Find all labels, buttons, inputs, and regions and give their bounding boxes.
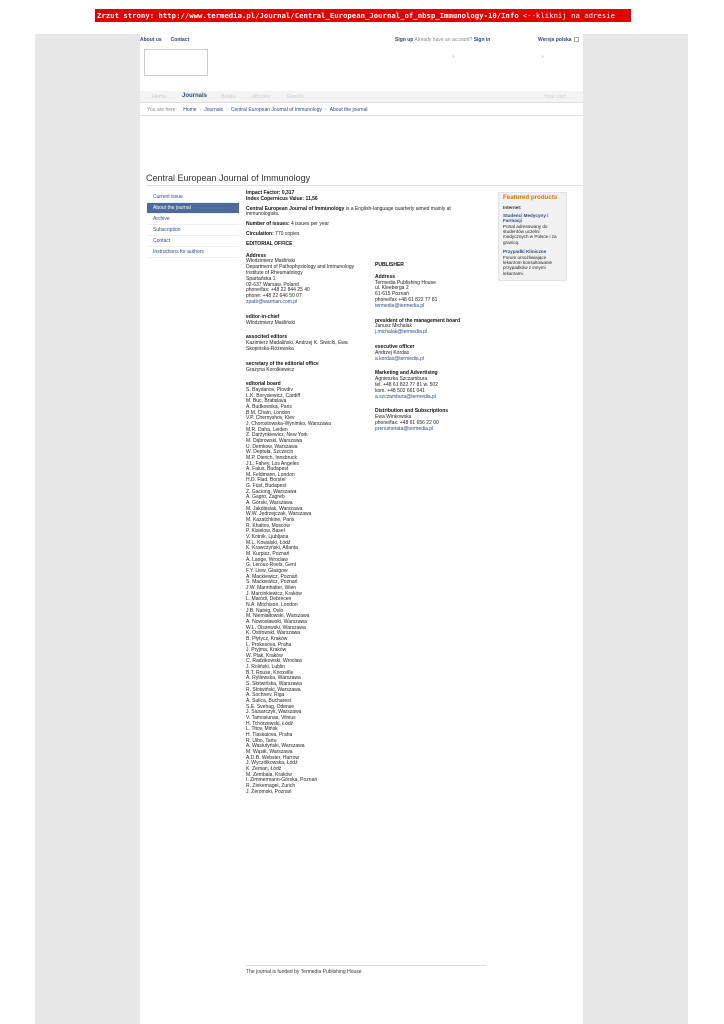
board-member: B. Płytycz, Kraków (246, 635, 288, 642)
board-member: M. Kurpisz, Poznań (246, 551, 290, 558)
chevron-right-icon: › (325, 107, 327, 113)
issues-value: 4 issues per year (289, 221, 330, 228)
publisher-heading: PUBLISHER (375, 262, 404, 268)
board-member: A. Lange, Wrocław (246, 556, 288, 563)
board-member: C. Radzikowski, Wrocław (246, 658, 303, 665)
board-member: V.P. Chernyshov, Kiev (246, 415, 295, 422)
board-member: S. Mackiewicz, Poznań (246, 579, 298, 586)
screenshot-url-banner (95, 9, 631, 22)
board-member: A. Gagro, Zagreb (246, 494, 285, 501)
divider (146, 185, 583, 186)
breadcrumb-current[interactable]: About the journal (329, 107, 368, 113)
board-member: L. Titov, Mińsk (246, 726, 278, 733)
marketing-email-link[interactable]: a.szczambura@termedia.pl (375, 393, 436, 400)
search-marker: » (452, 54, 455, 60)
publisher-address-heading: Address (375, 273, 396, 280)
associate-heading: associted editors (246, 334, 288, 341)
editorial-email-link[interactable]: zpatir@warman.com.pl (246, 298, 298, 305)
sign-in-link[interactable]: Sign in (473, 37, 491, 43)
board-member: L. Maródi, Debrecen (246, 596, 292, 603)
board-member: S. Baydanov, Plovdiv (246, 386, 293, 393)
board-member: F.Y. Liew, Glasgow (246, 567, 288, 574)
featured-title: Featured products (503, 194, 558, 201)
menu-archive[interactable]: Archive (147, 214, 239, 225)
contact-link[interactable]: Contact (170, 37, 190, 43)
board-member: P. Kisielow, Basel (246, 528, 285, 535)
impact-factor: Impact Factor: 0,317 (246, 190, 295, 196)
board-member: H. Tchórzewski, Łódź (246, 720, 294, 727)
board-member: R. Zinkernagel, Zurich (246, 782, 296, 789)
board-member: H.D. Flad, Borstel (246, 477, 286, 484)
board-member: W.L. Olszewski, Warszawa (246, 624, 306, 631)
secretary-name: Grażyna Korolkiewicz (246, 366, 295, 373)
board-member: A. Nowosławski, Warszawa (246, 618, 307, 625)
editorial-phone: phone: +48 22 646 50 07 (246, 293, 302, 300)
marketing-phone: tel. +48 61 822 77 81 w. 502 (375, 381, 438, 388)
publisher-name: Termedia Publishing House (375, 279, 436, 286)
president-email-link[interactable]: j.michalak@termedia.pl (375, 329, 428, 336)
sign-up-link[interactable]: Sign up (395, 37, 414, 43)
menu-current-issue[interactable]: Current issue (147, 192, 239, 203)
nav-journals[interactable]: Journals (182, 93, 208, 99)
login-marker: » (541, 54, 544, 60)
executive-name: Andrzej Kordas (375, 349, 410, 356)
board-member: S. Słotwińska, Warszawa (246, 681, 302, 688)
board-member: J. Marcinkiewicz, Kraków (246, 590, 302, 597)
president-name: Janusz Michalak (375, 323, 412, 330)
board-member: J. Siusarczyk, Warszawa (246, 709, 302, 716)
breadcrumb-journal[interactable]: Central European Journal of Immunology (230, 107, 322, 113)
journal-description: is a English-language quarterly aimed mainly at immunologists. (246, 205, 451, 218)
publisher-phone: phone/fax +48 61 822 77 81 (375, 296, 438, 303)
board-member: M. Kazatchkine, Paris (246, 517, 295, 524)
product-students-desc: Portal adresowany do studentów uczelni medycznych w Polsce i za granicą. (503, 223, 557, 245)
divider (246, 965, 487, 966)
board-member: M. Wąsik, Warszawa (246, 748, 293, 755)
breadcrumb (147, 107, 367, 113)
circulation-value: 770 copies (273, 230, 300, 237)
distribution-phone: phone/fax: +48 61 656 22 00 (375, 419, 439, 426)
editorial-office-heading: EDITORIAL OFFICE (246, 240, 293, 247)
circulation-label: Circulation: (246, 230, 274, 237)
breadcrumb-journals[interactable]: Journals (204, 107, 224, 113)
board-member: Z. Darżynkiewicz, New York (246, 432, 308, 439)
board-member: M. Zembala, Kraków (246, 771, 292, 778)
board-member: M.P. Dierich, Innsbruck (246, 454, 298, 461)
secretary-heading: secretary of the editorial office (246, 360, 319, 367)
board-member: A. Falus, Budapest (246, 466, 289, 473)
board-member: S.E. Svehag, Odense (246, 703, 295, 710)
board-member: K. Zeman, Łódź (246, 765, 282, 772)
publisher-email-link[interactable]: termedia@termedia.pl (375, 302, 425, 309)
board-member: J. Pryjma, Kraków (246, 647, 287, 654)
board-member: A. Sulica, Bucharest (246, 698, 292, 705)
journal-name: Central European Journal of Immunology (246, 205, 345, 212)
board-member: I. Zimmermann-Górska, Poznań (246, 777, 318, 784)
checkbox-icon[interactable] (574, 37, 579, 42)
board-member: U. Demkow, Warszawa (246, 443, 298, 450)
product-students-link[interactable]: Studenci Medycyny i Farmacji (503, 212, 549, 224)
nav-ebooks[interactable]: eBooks (252, 94, 271, 100)
publisher-info (375, 263, 495, 439)
top-links (140, 37, 198, 43)
menu-contact[interactable]: Contact (147, 236, 239, 247)
board-member: B.M. Chain, London (246, 409, 291, 416)
editorial-name: Włodzimierz Maśliński (246, 258, 296, 265)
editorial-address-heading: Address (246, 252, 267, 259)
featured-category: Internet: (503, 205, 522, 211)
board-member: M. Niemiałtowski, Warszawa (246, 613, 310, 620)
editorial-street: Spartańska 1 (246, 275, 276, 282)
board-member: M. Feldmann, London (246, 471, 295, 478)
menu-about-journal[interactable]: About the journal (147, 203, 239, 214)
editorial-department: Department of Pathophysiology and Immunology Institute of Rheumatology (246, 264, 355, 276)
board-member: Z. Gaciong, Warszawa (246, 488, 297, 495)
breadcrumb-home[interactable]: Home (183, 107, 197, 113)
board-member: M. Jakóbisiak, Warszawa (246, 505, 303, 512)
president-heading: president of the management board (375, 317, 461, 324)
editorial-phone-fax: phone/fax: +48 22 844 25 40 (246, 287, 310, 294)
copernicus-value: Index Copernicus Value: 11,56 (246, 195, 318, 202)
board-member: K. Ostrowski, Warszawa (246, 630, 300, 637)
executive-email-link[interactable]: a.kordas@termedia.pl (375, 355, 424, 362)
board-member: B.T. Rouse, Knoxville (246, 669, 294, 676)
board-member: M. Dąbrowski, Warszawa (246, 437, 303, 444)
board-member: L. Prokesova, Praha (246, 641, 292, 648)
board-member: A. Rytlewska, Warszawa (246, 675, 301, 682)
issues-label: Number of issues: (246, 221, 290, 228)
marketing-name: Agnieszka Szczambura (375, 376, 428, 383)
board-member: A. Wasiutyński, Warszawa (246, 743, 305, 750)
product-cases-desc: Forum umożliwiające lekarzom konsultowanie przypadków z innymi lekarzami. (503, 254, 553, 276)
board-member: L.K. Borysiewicz, Cardiff (246, 392, 301, 399)
site-logo[interactable] (144, 49, 208, 76)
board-member: J.L. Fahey, Los Angeles (246, 460, 299, 467)
main-navigation (140, 91, 583, 103)
page-title: Central European Journal of Immunology (146, 173, 311, 183)
chevron-right-icon: › (226, 107, 228, 113)
board-member: J. Chorostowska-Wynimko, Warszawa (246, 420, 332, 427)
board-member: R. Khaitov, Moscow (246, 522, 290, 529)
nav-cart[interactable]: Your cart (544, 94, 566, 100)
board-member: J.B. Natvig, Oslo (246, 607, 284, 614)
board-member: M. Buc, Bratislava (246, 398, 287, 405)
board-member: G. Leroux-Roels, Gent (246, 562, 297, 569)
account-links (395, 37, 490, 43)
board-member: N.A. Mitchison, London (246, 601, 298, 608)
board-member: W.W. Jędrzejczak, Warszawa (246, 511, 312, 518)
board-member: K. Krawczyński, Atlanta (246, 545, 298, 552)
nav-events[interactable]: Events (287, 94, 304, 100)
board-heading: editorial board (246, 381, 281, 388)
publisher-street: ul. Kleeberga 2 (375, 285, 409, 292)
distribution-heading: Distribution and Subscriptions (375, 408, 449, 415)
distribution-name: Ewa Winkowska (375, 414, 412, 421)
board-member: A. Górski, Warszawa (246, 500, 293, 507)
board-member: H. Tlaskalova, Praha (246, 732, 293, 739)
board-member: A.D.B. Webster, Harrow (246, 754, 299, 761)
product-cases-link[interactable]: Przypadki Kliniczne (503, 249, 547, 255)
funding-note: The journal is funded by Termedia Publishing House (246, 969, 362, 975)
menu-instructions[interactable]: Instructions for authors (147, 247, 239, 258)
board-list (246, 388, 358, 795)
board-member: G. Füst, Budapest (246, 483, 287, 490)
board-member: W. Ptak, Kraków (246, 652, 283, 659)
chief-name: Włodzimierz Maśliński (246, 319, 296, 326)
board-member: A. Mackiewicz, Poznań (246, 573, 298, 580)
editorial-city: 02-637 Warsaw, Poland (246, 281, 299, 288)
board-member: R. Słotwiński, Warszawa (246, 686, 301, 693)
featured-products-box (498, 192, 567, 281)
marketing-heading: Marketing and Advertising (375, 370, 438, 377)
board-member: J. Żeromski, Poznań (246, 788, 292, 795)
board-member: W. Deptuła, Szczecin (246, 449, 294, 456)
journal-menu (147, 192, 239, 258)
nav-books[interactable]: Books (221, 94, 237, 100)
associate-names: Kazimierz Madaliński, Andrzej K. Siwicki, Ewa Skopińska-Różewska (246, 340, 348, 352)
distribution-email-link[interactable]: prenumerata@termedia.pl (375, 425, 434, 432)
board-member: V. Tamosiunas, Vilnius (246, 715, 296, 722)
account-prompt: Already have an account? (414, 37, 473, 43)
board-member: A. Sochnev, Riga (246, 692, 285, 699)
board-member: R. Uibo, Tartu (246, 737, 277, 744)
board-member: J.W. Mannhalter, Wien (246, 584, 297, 591)
menu-subscription[interactable]: Subscription (147, 225, 239, 236)
breadcrumb-prefix: You are here: (147, 107, 177, 113)
banner-click-hint[interactable]: <--kliknij na adresie (522, 11, 616, 20)
board-member: J. Roliński, Lublin (246, 664, 285, 671)
chief-heading: editor-in-chief (246, 313, 280, 320)
board-member: M.R. Daha, Leiden (246, 426, 288, 433)
board-member: V. Kotnik, Ljubljana (246, 534, 289, 541)
chevron-right-icon: › (199, 107, 202, 113)
language-switch[interactable] (538, 37, 579, 43)
marketing-mobile: kom. +48 502 661 041 (375, 387, 425, 394)
board-member: M.L. Kowalski, Łódź (246, 539, 291, 546)
nav-home[interactable]: Home (152, 94, 167, 100)
about-us-link[interactable]: About us (140, 37, 162, 43)
divider (140, 115, 583, 116)
banner-url-text: Zrzut strony: http://www.termedia.pl/Journal/Central_European_Journal_of_nbsp_Immunology-10/Info (97, 11, 519, 20)
board-member: J. Wyczółkowska, Łódź (246, 760, 298, 767)
executive-heading: executive officer (375, 343, 415, 350)
language-label[interactable]: Wersja polska (538, 37, 572, 43)
publisher-city: 61-615 Poznań (375, 291, 409, 298)
board-member: A. Budkowska, Paris (246, 403, 292, 410)
